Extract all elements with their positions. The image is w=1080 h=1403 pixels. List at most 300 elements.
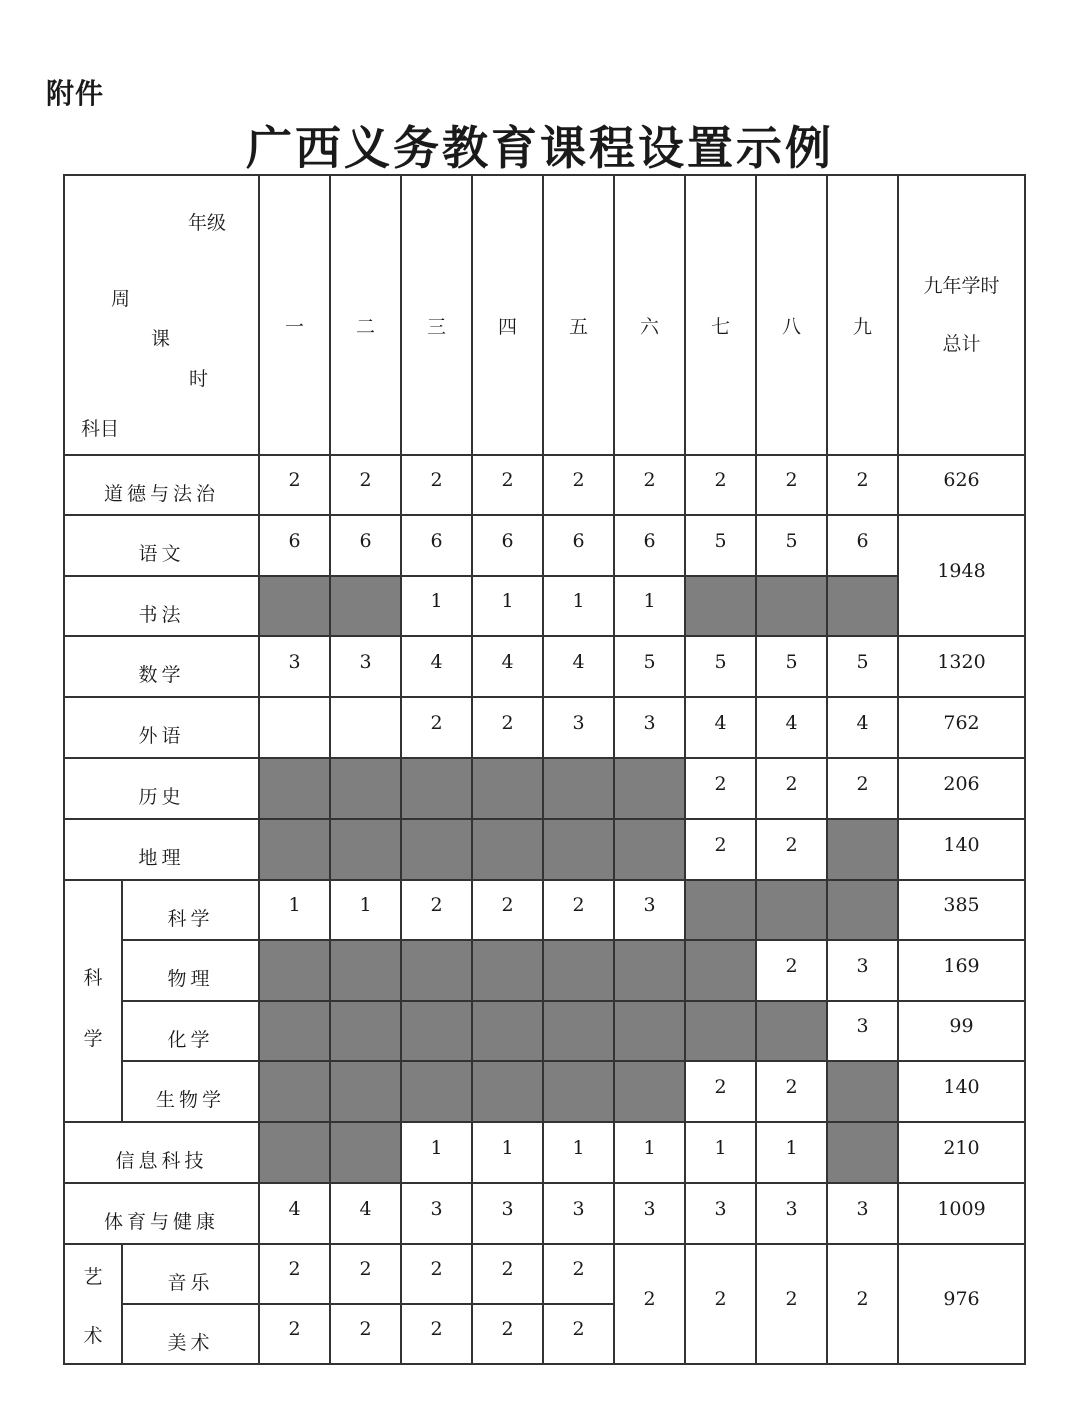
hours-value: 5 bbox=[856, 650, 869, 673]
hours-value: 3 bbox=[856, 1197, 869, 1220]
hours-value: 4 bbox=[430, 650, 443, 673]
hours-cell bbox=[614, 515, 685, 576]
hours-value: 2 bbox=[501, 711, 514, 734]
subject-label: 科学 bbox=[167, 907, 214, 930]
table-row bbox=[64, 636, 1025, 697]
hours-cell bbox=[330, 636, 401, 697]
table-row bbox=[64, 880, 1025, 940]
hours-cell bbox=[330, 1304, 401, 1364]
shaded-cell bbox=[401, 758, 472, 819]
shaded-cell bbox=[401, 1061, 472, 1122]
subject-cell bbox=[122, 880, 259, 940]
total-value: 1948 bbox=[937, 559, 986, 582]
hours-cell bbox=[543, 1122, 614, 1183]
hours-cell bbox=[259, 697, 330, 758]
hours-value: 2 bbox=[359, 1318, 372, 1340]
shaded-cell bbox=[472, 940, 543, 1001]
hours-value: 3 bbox=[572, 1197, 585, 1220]
hours-cell bbox=[330, 455, 401, 515]
hours-value: 1 bbox=[572, 590, 585, 612]
hours-cell bbox=[543, 1183, 614, 1244]
shaded-cell bbox=[259, 1061, 330, 1122]
hours-value: 2 bbox=[359, 469, 372, 491]
table-row bbox=[64, 697, 1025, 758]
hours-value: 2 bbox=[359, 1258, 372, 1280]
shaded-cell bbox=[827, 1061, 898, 1122]
shaded-cell bbox=[330, 1001, 401, 1061]
hours-value: 4 bbox=[714, 711, 727, 734]
category-char: 术 bbox=[83, 1325, 103, 1347]
hours-value: 2 bbox=[572, 894, 585, 916]
grade-label: 一 bbox=[284, 315, 304, 338]
table-row bbox=[64, 940, 1025, 1001]
grade-label: 六 bbox=[639, 315, 659, 338]
total-value: 140 bbox=[943, 833, 980, 856]
total-value: 1320 bbox=[937, 650, 986, 673]
hours-cell bbox=[685, 1122, 756, 1183]
hours-value: 4 bbox=[501, 650, 514, 673]
category-arts bbox=[64, 1244, 122, 1364]
subject-label: 书法 bbox=[138, 603, 185, 626]
table-row bbox=[64, 758, 1025, 819]
hours-cell bbox=[614, 880, 685, 940]
hours-cell bbox=[330, 1183, 401, 1244]
hours-cell bbox=[756, 940, 827, 1001]
total-cell bbox=[898, 455, 1025, 515]
hours-cell bbox=[259, 1244, 330, 1304]
total-value: 99 bbox=[949, 1015, 974, 1037]
subject-cell bbox=[64, 1122, 259, 1183]
hours-value: 3 bbox=[288, 650, 301, 673]
shaded-cell bbox=[756, 576, 827, 636]
shaded-cell bbox=[827, 1122, 898, 1183]
hours-cell bbox=[472, 1304, 543, 1364]
shaded-cell bbox=[756, 880, 827, 940]
table-row bbox=[64, 1244, 1025, 1304]
hours-cell bbox=[401, 1244, 472, 1304]
hours-value: 2 bbox=[856, 1288, 869, 1310]
hours-cell bbox=[543, 515, 614, 576]
hours-cell bbox=[259, 1304, 330, 1364]
hours-value: 1 bbox=[430, 1136, 443, 1159]
hours-value: 4 bbox=[572, 650, 585, 673]
hours-cell bbox=[685, 636, 756, 697]
subject-cell bbox=[64, 758, 259, 819]
grade-header-7 bbox=[685, 175, 756, 455]
hours-value: 3 bbox=[785, 1197, 798, 1220]
shaded-cell bbox=[330, 940, 401, 1001]
hours-cell bbox=[614, 455, 685, 515]
hours-cell bbox=[259, 455, 330, 515]
subject-cell bbox=[64, 819, 259, 880]
hours-cell bbox=[685, 1183, 756, 1244]
hours-cell bbox=[543, 576, 614, 636]
shaded-cell bbox=[614, 1001, 685, 1061]
hours-cell bbox=[827, 697, 898, 758]
total-cell bbox=[898, 1061, 1025, 1122]
hours-cell bbox=[614, 1122, 685, 1183]
subject-label: 地理 bbox=[138, 847, 185, 869]
hours-cell bbox=[756, 1061, 827, 1122]
hours-cell bbox=[685, 758, 756, 819]
shaded-cell bbox=[827, 819, 898, 880]
subject-label: 历史 bbox=[138, 786, 185, 808]
shaded-cell bbox=[330, 819, 401, 880]
hours-value: 5 bbox=[714, 650, 727, 673]
shaded-cell bbox=[543, 940, 614, 1001]
hours-cell bbox=[259, 1183, 330, 1244]
hours-value: 4 bbox=[856, 711, 869, 734]
shaded-cell bbox=[330, 1122, 401, 1183]
hours-value: 2 bbox=[288, 1318, 301, 1340]
hours-value: 2 bbox=[785, 954, 798, 977]
shaded-cell bbox=[543, 1061, 614, 1122]
hours-cell bbox=[472, 697, 543, 758]
hours-value: 2 bbox=[430, 1258, 443, 1280]
page-title: 广西义务教育课程设置示例 bbox=[246, 121, 834, 175]
grade-label: 五 bbox=[568, 315, 588, 338]
grade-header-5 bbox=[543, 175, 614, 455]
hours-value: 1 bbox=[714, 1136, 727, 1159]
hours-cell bbox=[401, 1183, 472, 1244]
hours-cell bbox=[685, 819, 756, 880]
shaded-cell bbox=[259, 758, 330, 819]
hours-cell bbox=[543, 1304, 614, 1364]
hours-value: 1 bbox=[643, 1136, 656, 1159]
hours-value: 1 bbox=[572, 1136, 585, 1159]
subject-label: 化学 bbox=[167, 1028, 214, 1051]
total-header-cell bbox=[898, 175, 1025, 455]
total-value: 210 bbox=[943, 1136, 980, 1159]
hours-cell bbox=[685, 455, 756, 515]
hours-cell bbox=[330, 1244, 401, 1304]
total-value: 762 bbox=[943, 711, 980, 734]
subject-label: 体育与健康 bbox=[103, 1211, 219, 1233]
hours-value: 2 bbox=[501, 469, 514, 491]
subject-label: 音乐 bbox=[167, 1271, 214, 1294]
subject-cell bbox=[122, 940, 259, 1001]
hours-value: 3 bbox=[572, 711, 585, 734]
hours-cell bbox=[756, 636, 827, 697]
grade-label: 八 bbox=[781, 315, 801, 338]
shaded-cell bbox=[472, 1001, 543, 1061]
hours-cell bbox=[543, 880, 614, 940]
shaded-cell bbox=[614, 1061, 685, 1122]
shaded-cell bbox=[543, 1001, 614, 1061]
hours-value: 6 bbox=[430, 529, 443, 552]
hours-value: 2 bbox=[785, 1288, 798, 1310]
hours-cell bbox=[472, 1122, 543, 1183]
hours-cell bbox=[401, 880, 472, 940]
hours-cell bbox=[756, 1183, 827, 1244]
total-cell bbox=[898, 940, 1025, 1001]
total-cell bbox=[898, 697, 1025, 758]
hours-cell bbox=[756, 758, 827, 819]
hours-value: 2 bbox=[572, 1258, 585, 1280]
hours-cell bbox=[685, 697, 756, 758]
hours-cell bbox=[401, 697, 472, 758]
shaded-cell bbox=[685, 880, 756, 940]
corner-label-grade: 年级 bbox=[188, 212, 227, 234]
hours-cell bbox=[259, 636, 330, 697]
shaded-cell bbox=[685, 576, 756, 636]
corner-label-subject: 科目 bbox=[81, 418, 120, 440]
hours-cell-shared bbox=[756, 1244, 827, 1364]
total-value: 140 bbox=[943, 1075, 980, 1098]
hours-cell bbox=[614, 697, 685, 758]
hours-value: 6 bbox=[572, 529, 585, 552]
subject-cell bbox=[64, 1183, 259, 1244]
hours-cell bbox=[756, 697, 827, 758]
hours-cell bbox=[827, 1183, 898, 1244]
subject-label: 外语 bbox=[138, 725, 185, 747]
table-row bbox=[64, 1122, 1025, 1183]
grade-label: 二 bbox=[355, 315, 375, 338]
hours-value: 3 bbox=[643, 711, 656, 734]
subject-label: 美术 bbox=[167, 1331, 214, 1354]
corner-label-shi: 时 bbox=[189, 368, 209, 390]
hours-value: 5 bbox=[785, 529, 798, 552]
hours-value: 2 bbox=[714, 1075, 727, 1098]
hours-cell bbox=[614, 1183, 685, 1244]
subject-label: 道德与法治 bbox=[103, 482, 219, 505]
hours-value: 1 bbox=[643, 590, 656, 612]
shaded-cell bbox=[827, 576, 898, 636]
shaded-cell bbox=[330, 576, 401, 636]
header-row bbox=[64, 175, 1025, 455]
hours-cell bbox=[543, 1244, 614, 1304]
shaded-cell bbox=[685, 940, 756, 1001]
shaded-cell bbox=[756, 1001, 827, 1061]
subject-cell bbox=[64, 697, 259, 758]
hours-cell bbox=[756, 819, 827, 880]
subject-label: 语文 bbox=[138, 543, 185, 565]
subject-cell bbox=[122, 1061, 259, 1122]
total-header-line2: 总计 bbox=[942, 333, 981, 355]
shaded-cell bbox=[827, 880, 898, 940]
grade-label: 四 bbox=[497, 315, 517, 338]
hours-value: 3 bbox=[856, 954, 869, 977]
shaded-cell bbox=[401, 1001, 472, 1061]
total-value: 1009 bbox=[937, 1197, 986, 1220]
hours-cell bbox=[614, 636, 685, 697]
total-value: 206 bbox=[943, 772, 980, 795]
hours-value: 3 bbox=[430, 1197, 443, 1220]
hours-cell-shared bbox=[614, 1244, 685, 1364]
hours-value: 2 bbox=[572, 1318, 585, 1340]
grade-header-1 bbox=[259, 175, 330, 455]
hours-cell bbox=[756, 515, 827, 576]
grade-header-2 bbox=[330, 175, 401, 455]
grade-header-6 bbox=[614, 175, 685, 455]
hours-value: 3 bbox=[643, 894, 656, 916]
shaded-cell bbox=[259, 576, 330, 636]
hours-value: 3 bbox=[501, 1197, 514, 1220]
hours-value: 1 bbox=[288, 894, 301, 916]
hours-cell bbox=[330, 880, 401, 940]
hours-value: 2 bbox=[501, 1258, 514, 1280]
hours-cell bbox=[543, 455, 614, 515]
shaded-cell bbox=[401, 819, 472, 880]
table-row bbox=[64, 1061, 1025, 1122]
total-cell bbox=[898, 1244, 1025, 1364]
corner-header-cell bbox=[64, 175, 259, 455]
grade-label: 三 bbox=[426, 315, 446, 338]
shaded-cell bbox=[614, 940, 685, 1001]
hours-value: 6 bbox=[359, 529, 372, 552]
total-value: 385 bbox=[943, 894, 980, 916]
shaded-cell bbox=[259, 819, 330, 880]
hours-cell bbox=[472, 880, 543, 940]
subject-cell bbox=[64, 515, 259, 576]
hours-value: 2 bbox=[430, 1318, 443, 1340]
category-science bbox=[64, 880, 122, 1122]
subject-cell bbox=[122, 1304, 259, 1364]
table-row bbox=[64, 455, 1025, 515]
corner-label-zhou: 周 bbox=[111, 288, 131, 310]
hours-cell-shared bbox=[685, 1244, 756, 1364]
category-char: 艺 bbox=[83, 1266, 103, 1288]
hours-cell bbox=[827, 1001, 898, 1061]
hours-value: 3 bbox=[643, 1197, 656, 1220]
hours-value: 2 bbox=[501, 894, 514, 916]
hours-cell bbox=[401, 636, 472, 697]
hours-value: 2 bbox=[856, 469, 869, 491]
grade-label: 九 bbox=[852, 315, 872, 338]
hours-value: 2 bbox=[856, 772, 869, 795]
total-header-line1: 九年学时 bbox=[923, 275, 1000, 297]
hours-value: 2 bbox=[288, 1258, 301, 1280]
subject-label: 数学 bbox=[138, 664, 185, 686]
shaded-cell bbox=[685, 1001, 756, 1061]
shaded-cell bbox=[259, 1001, 330, 1061]
hours-cell bbox=[756, 455, 827, 515]
hours-cell bbox=[401, 1122, 472, 1183]
hours-cell bbox=[330, 697, 401, 758]
hours-value: 2 bbox=[430, 894, 443, 916]
grade-header-3 bbox=[401, 175, 472, 455]
hours-value: 5 bbox=[714, 529, 727, 552]
hours-value: 3 bbox=[856, 1015, 869, 1037]
hours-value: 2 bbox=[288, 469, 301, 491]
total-cell bbox=[898, 636, 1025, 697]
hours-value: 2 bbox=[501, 1318, 514, 1340]
grade-header-4 bbox=[472, 175, 543, 455]
hours-value: 2 bbox=[785, 1075, 798, 1098]
subject-cell bbox=[64, 455, 259, 515]
hours-value: 2 bbox=[785, 469, 798, 491]
hours-cell bbox=[472, 576, 543, 636]
shaded-cell bbox=[401, 940, 472, 1001]
hours-value: 1 bbox=[359, 894, 372, 916]
hours-cell bbox=[614, 576, 685, 636]
hours-value: 2 bbox=[714, 469, 727, 491]
subject-cell bbox=[122, 1001, 259, 1061]
category-char: 科 bbox=[83, 967, 103, 989]
corner-label-ke: 课 bbox=[151, 328, 171, 350]
hours-cell bbox=[401, 576, 472, 636]
subject-label: 物理 bbox=[167, 968, 214, 990]
subject-cell bbox=[64, 576, 259, 636]
hours-cell bbox=[756, 1122, 827, 1183]
hours-cell bbox=[472, 636, 543, 697]
hours-cell bbox=[827, 636, 898, 697]
category-char: 学 bbox=[83, 1028, 103, 1050]
hours-value: 2 bbox=[785, 833, 798, 856]
shaded-cell bbox=[472, 819, 543, 880]
shaded-cell bbox=[614, 819, 685, 880]
total-value: 169 bbox=[943, 954, 980, 977]
hours-value: 2 bbox=[430, 711, 443, 734]
shaded-cell bbox=[472, 758, 543, 819]
hours-value: 4 bbox=[288, 1197, 301, 1220]
total-cell bbox=[898, 515, 1025, 636]
course-table bbox=[63, 174, 1026, 1365]
hours-value: 2 bbox=[430, 469, 443, 491]
table-row bbox=[64, 576, 1025, 636]
hours-cell bbox=[543, 636, 614, 697]
hours-cell bbox=[827, 515, 898, 576]
hours-value: 1 bbox=[785, 1136, 798, 1159]
hours-value: 4 bbox=[359, 1197, 372, 1220]
subject-cell bbox=[64, 636, 259, 697]
hours-cell bbox=[685, 1061, 756, 1122]
hours-value: 1 bbox=[501, 590, 514, 612]
shaded-cell bbox=[614, 758, 685, 819]
total-cell bbox=[898, 758, 1025, 819]
hours-value: 3 bbox=[359, 650, 372, 673]
hours-value: 2 bbox=[643, 469, 656, 491]
hours-value: 6 bbox=[501, 529, 514, 552]
hours-cell bbox=[827, 758, 898, 819]
subject-label: 信息科技 bbox=[115, 1150, 208, 1172]
hours-value: 4 bbox=[785, 711, 798, 734]
hours-cell bbox=[827, 940, 898, 1001]
hours-value: 3 bbox=[714, 1197, 727, 1220]
hours-cell bbox=[401, 515, 472, 576]
shaded-cell bbox=[259, 940, 330, 1001]
hours-value: 5 bbox=[785, 650, 798, 673]
table-row bbox=[64, 1183, 1025, 1244]
hours-cell-shared bbox=[827, 1244, 898, 1364]
hours-value: 6 bbox=[643, 529, 656, 552]
total-value: 976 bbox=[943, 1288, 980, 1310]
grade-header-8 bbox=[756, 175, 827, 455]
attachment-label: 附件 bbox=[46, 77, 105, 110]
hours-cell bbox=[472, 1244, 543, 1304]
total-cell bbox=[898, 819, 1025, 880]
hours-value: 2 bbox=[785, 772, 798, 795]
shaded-cell bbox=[543, 758, 614, 819]
total-cell bbox=[898, 1183, 1025, 1244]
table-row bbox=[64, 819, 1025, 880]
hours-cell bbox=[543, 697, 614, 758]
grade-label: 七 bbox=[710, 315, 730, 338]
hours-value: 2 bbox=[572, 469, 585, 491]
hours-value: 6 bbox=[288, 529, 301, 552]
table-row bbox=[64, 515, 1025, 576]
shaded-cell bbox=[259, 1122, 330, 1183]
shaded-cell bbox=[543, 819, 614, 880]
shaded-cell bbox=[472, 1061, 543, 1122]
hours-cell bbox=[685, 515, 756, 576]
hours-value: 2 bbox=[714, 833, 727, 856]
total-cell bbox=[898, 1001, 1025, 1061]
hours-value: 2 bbox=[714, 1288, 727, 1310]
hours-cell bbox=[472, 1183, 543, 1244]
hours-value: 5 bbox=[643, 650, 656, 673]
hours-value: 1 bbox=[501, 1136, 514, 1159]
